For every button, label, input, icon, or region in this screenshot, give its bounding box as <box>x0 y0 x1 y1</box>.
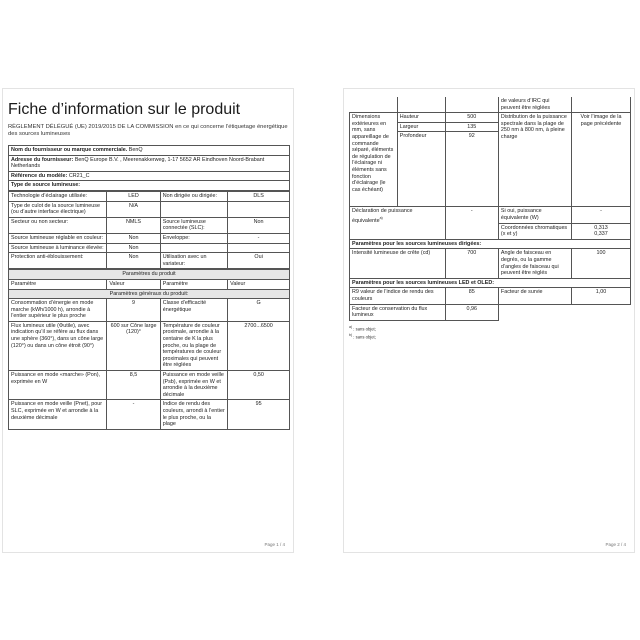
blank-cell <box>571 304 630 320</box>
param-value: 9 <box>107 299 160 322</box>
blank-cell <box>498 304 571 320</box>
param-value: - <box>107 400 160 429</box>
blank-cell <box>350 97 398 113</box>
depth-value: 92 <box>445 132 498 207</box>
page-footer: Page 2 / 4 <box>605 542 626 547</box>
param-value: Non <box>107 253 160 269</box>
footnote-a <box>349 324 631 332</box>
table-row <box>9 400 290 429</box>
param-value: Non <box>228 217 290 233</box>
page-footer: Page 1 / 4 <box>264 542 285 547</box>
table-row <box>9 321 290 370</box>
param-label: Température de couleur proximale, arrondie à la centaine de K la plus proche, ou la plage de températures de couleur proximales qui peuvent être réglées <box>160 321 227 370</box>
equiv-label <box>350 207 446 239</box>
col-value-2: Valeur <box>228 279 290 289</box>
param-value: Non <box>107 243 160 253</box>
directed-header: Paramètres pour les sources lumineuses dirigées: <box>350 239 631 249</box>
param-value: N/A <box>107 201 160 217</box>
lumen-label: Facteur de conservation du flux lumineux <box>350 304 446 320</box>
page-title: Fiche d’information sur le produit <box>8 101 241 118</box>
param-label: Technologie d’éclairage utilisée: <box>9 191 107 201</box>
regulation-reference: RÈGLEMENT DÉLÉGUÉ (UE) 2019/2015 DE LA COMMISSION <box>8 124 174 130</box>
param-value: 8,5 <box>107 371 160 400</box>
blank-cell <box>397 97 445 113</box>
r9-label: R9 valeur de l’indice de rendu des couleurs <box>350 288 446 304</box>
supplier-table <box>8 145 290 430</box>
table-row <box>9 371 290 400</box>
param-label: Source lumineuse à luminance élevée: <box>9 243 107 253</box>
document-page-2 <box>343 88 635 553</box>
param-value: Non <box>107 233 160 243</box>
beam-value: 100 <box>571 249 630 278</box>
param-label: Puissance en mode «marche» (Pon), exprimée en W <box>9 371 107 400</box>
col-param-2: Paramètre <box>160 279 227 289</box>
param-label: Utilisation avec un variateur: <box>160 253 227 269</box>
param-value <box>228 201 290 217</box>
param-label: Enveloppe: <box>160 233 227 243</box>
param-value: 600 sur Cône large (120)° <box>107 321 160 370</box>
col-param-1: Paramètre <box>9 279 107 289</box>
param-label: Consommation d’énergie en mode marche (kWh/1000 h), arrondie à l’entier supérieur le plus proche <box>9 299 107 322</box>
equiv-w-label: Si oui, puissance équivalente (W) <box>498 207 571 223</box>
table-row <box>9 233 290 243</box>
model-row <box>9 171 290 181</box>
table-row <box>9 217 290 233</box>
param-label: Indice de rendu des couleurs, arrondi à l’entier le plus proche, ou la plage <box>160 400 227 429</box>
table-row <box>9 299 290 322</box>
params-header: Paramètres du produit <box>9 270 290 280</box>
footnote-b-marker: b) <box>349 333 353 338</box>
param-label <box>160 243 227 253</box>
chroma-y: 0,337 <box>594 231 608 238</box>
blank-cell <box>445 97 498 113</box>
param-value: G <box>228 299 290 322</box>
table-row <box>9 191 290 201</box>
param-value: NMLS <box>107 217 160 233</box>
param-label: Flux lumineux utile (Φutile), avec indication qu’il se réfère au flux dans une sphère (360°), dans un cône large (120°) ou dans un cône étroit (90°) <box>9 321 107 370</box>
type-header: Type de source lumineuse: <box>9 181 290 191</box>
irc-continued: de valeurs d’IRC qui peuvent être réglées <box>498 97 571 113</box>
param-label: Type de culot de la source lumineuse (ou d’autre interface électrique) <box>9 201 107 217</box>
param-value: LED <box>107 191 160 201</box>
param-value: - <box>228 233 290 243</box>
footnote-a-ref: a) <box>379 215 383 220</box>
address-label: Adresse du fournisseur: <box>11 156 74 163</box>
model-label: Référence du modèle: <box>11 172 68 179</box>
depth-label: Profondeur <box>397 132 445 207</box>
col-value-1: Valeur <box>107 279 160 289</box>
param-label: Puissance en mode veille (Psb), exprimée en W et arrondie à la deuxième décimale <box>160 371 227 400</box>
table-row <box>9 201 290 217</box>
model-value: CR21_C <box>68 172 90 179</box>
supplier-value: BenQ <box>128 147 143 153</box>
param-label <box>160 201 227 217</box>
param-value <box>228 243 290 253</box>
chroma-label: Coordonnées chromatiques (x et y) <box>498 223 571 239</box>
survival-value: 1,00 <box>571 288 630 304</box>
param-label: Puissance en mode veille (Pnet), pour SLC, exprimée en W et arrondie à la deuxième décimale <box>9 400 107 429</box>
width-value: 135 <box>445 122 498 132</box>
spectral-value: Voir l’image de la page précédente <box>571 113 630 207</box>
param-value: DLS <box>228 191 290 201</box>
width-label: Largeur <box>397 122 445 132</box>
footnote-b-text: : sans objet; <box>353 334 376 340</box>
blank-cell <box>571 97 630 113</box>
peak-label: Intensité lumineuse de crête (cd) <box>350 249 446 278</box>
dims-label: Dimensions extérieures en mm, sans appareillage de commande séparé, éléments de régulation de l’éclairage ni éléments sans fonction d’éclairage (le cas échéant) <box>350 113 398 207</box>
param-label: Non dirigée ou dirigée: <box>160 191 227 201</box>
peak-value: 700 <box>445 249 498 278</box>
address-value: BenQ Europe B.V. , Meerenakkerweg, 1-17 5652 AR Eindhoven Noord-Brabant Netherlands <box>11 156 265 170</box>
spectral-label: Distribution de la puissance spectrale dans la plage de 250 nm à 800 nm, à pleine charge <box>498 113 571 207</box>
params-table-continued <box>349 97 631 340</box>
param-value: Oui <box>228 253 290 269</box>
supplier-row <box>9 146 290 156</box>
chroma-x: 0,313 <box>594 224 608 231</box>
height-value: 500 <box>445 113 498 123</box>
footnote-a-text: : sans objet; <box>353 326 376 332</box>
beam-label: Angle de faisceau en degrés, ou la gamme d’angles de faisceau qui peuvent être réglés <box>498 249 571 278</box>
led-header: Paramètres pour les sources lumineuses LED et OLED: <box>350 278 631 288</box>
address-row <box>9 155 290 171</box>
table-row <box>9 253 290 269</box>
height-label: Hauteur <box>397 113 445 123</box>
survival-label: Facteur de survie <box>498 288 571 304</box>
regulation-description: en ce qui concerne l’étiquetage énergétique des sources lumineuses <box>8 124 288 137</box>
equiv-label-text: Déclaration de puissance équivalente <box>352 208 413 224</box>
param-value: 2700...6500 <box>228 321 290 370</box>
supplier-label: Nom du fournisseur ou marque commerciale. <box>11 147 128 153</box>
param-label: Classe d’efficacité énergétique <box>160 299 227 322</box>
table-row <box>9 243 290 253</box>
equiv-value: - <box>445 207 498 239</box>
param-label: Source lumineuse réglable en couleur: <box>9 233 107 243</box>
footnote-a-marker: a) <box>349 324 353 329</box>
param-value: 95 <box>228 400 290 429</box>
param-label: Protection anti-éblouissement: <box>9 253 107 269</box>
general-header: Paramètres généraux du produit: <box>9 289 290 299</box>
param-value: 0,50 <box>228 371 290 400</box>
param-label: Secteur ou non secteur: <box>9 217 107 233</box>
equiv-w-value: - <box>571 207 630 223</box>
regulation-subtitle <box>8 124 290 138</box>
footnote-b <box>349 332 631 340</box>
document-page-1 <box>2 88 294 553</box>
param-label: Source lumineuse connectée (SLC): <box>160 217 227 233</box>
lumen-value: 0,96 <box>445 304 498 320</box>
r9-value: 85 <box>445 288 498 304</box>
chroma-values <box>571 223 630 239</box>
